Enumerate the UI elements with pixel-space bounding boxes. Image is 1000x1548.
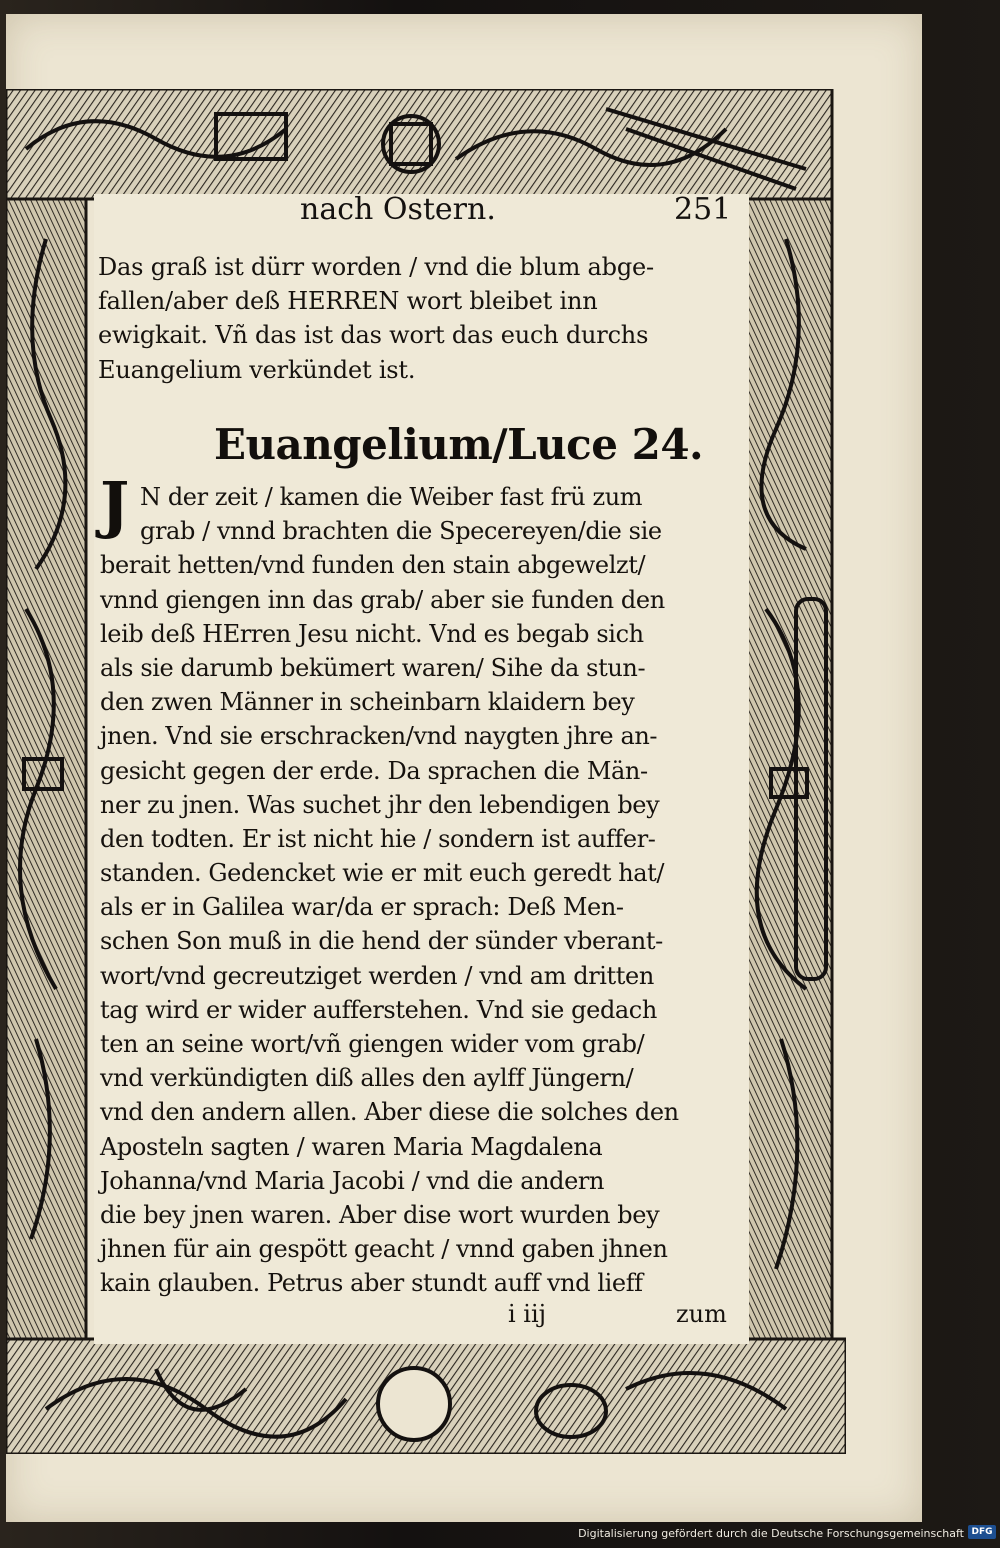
gospel-line: den zwen Männer in scheinbarn klaidern bey xyxy=(100,688,635,717)
gospel-line: als er in Galilea war/da er sprach: Deß Men- xyxy=(100,893,624,922)
gospel-line: Aposteln sagten / waren Maria Magdalena xyxy=(100,1132,603,1161)
gospel-paragraph xyxy=(100,480,740,1301)
gospel-line: ner zu jnen. Was suchet jhr den lebendigen bey xyxy=(100,790,660,819)
gospel-line: wort/vnd gecreutziget werden / vnd am dritten xyxy=(100,961,654,990)
intro-line: ewigkait. Vñ das ist das wort das euch durchs xyxy=(98,321,649,350)
intro-line: Das graß ist dürr worden / vnd die blum abge- xyxy=(98,253,654,281)
initial-letter: J xyxy=(100,468,130,541)
intro-line: Euangelium verkündet ist. xyxy=(98,355,416,384)
gospel-line: ten an seine wort/vñ giengen wider vom grab/ xyxy=(100,1030,645,1058)
gospel-line: jhnen für ain gespött geacht / vnnd gaben jhnen xyxy=(100,1235,668,1264)
gospel-line: berait hetten/vnd funden den stain abgewelzt/ xyxy=(100,551,646,580)
dfg-logo: DFG xyxy=(968,1525,996,1539)
gospel-line: vnnd giengen inn das grab/ aber sie funden den xyxy=(100,585,665,614)
gospel-line: die bey jnen waren. Aber dise wort wurden bey xyxy=(100,1200,660,1229)
intro-line: fallen/aber deß HERREN wort bleibet inn xyxy=(98,287,598,316)
gospel-line: den todten. Er ist nicht hie / sondern ist auffer- xyxy=(100,824,656,853)
catchword: zum xyxy=(676,1300,727,1328)
gospel-line: Johanna/vnd Maria Jacobi / vnd die andern xyxy=(100,1166,605,1195)
gospel-line: jnen. Vnd sie erschracken/vnd naygten jhre an- xyxy=(100,722,658,751)
gospel-line: grab / vnnd brachten die Specereyen/die sie xyxy=(140,517,662,546)
gospel-line: gesicht gegen der erde. Da sprachen die Män- xyxy=(100,756,648,785)
gospel-line: standen. Gedencket wie er mit euch geredt hat/ xyxy=(100,859,665,888)
gospel-line: N der zeit / kamen die Weiber fast frü zum xyxy=(140,483,643,511)
gospel-line: als sie darumb bekümert waren/ Sihe da stun- xyxy=(100,653,646,682)
page-number: 251 xyxy=(674,192,732,227)
gospel-line: vnd verkündigten diß alles den aylff Jüngern/ xyxy=(100,1064,634,1093)
running-head: nach Ostern. xyxy=(300,192,496,227)
gospel-line: schen Son muß in die hend der sünder vberant- xyxy=(100,927,663,956)
section-heading: Euangelium/Luce 24. xyxy=(214,420,704,469)
gospel-line: vnd den andern allen. Aber diese die solches den xyxy=(100,1098,679,1127)
gospel-line: kain glauben. Petrus aber stundt auff vnd lieff xyxy=(100,1269,643,1298)
intro-paragraph xyxy=(98,250,738,387)
gospel-line: tag wird er wider aufferstehen. Vnd sie gedach xyxy=(100,995,657,1024)
signature-mark: i iij xyxy=(508,1300,547,1328)
gospel-line: leib deß HErren Jesu nicht. Vnd es begab sich xyxy=(100,619,644,648)
digitization-credit: Digitalisierung gefördert durch die Deutsche Forschungsgemeinschaft xyxy=(578,1527,964,1540)
